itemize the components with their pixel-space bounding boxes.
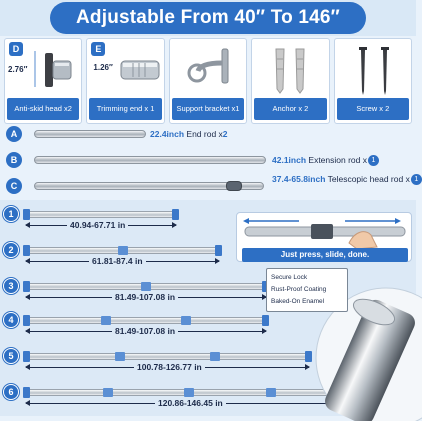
title-bar	[0, 0, 416, 36]
config-range: 61.81-87.4 in	[89, 256, 146, 266]
part-badge: D	[9, 42, 23, 56]
feature-item: Baked-On Enamel	[271, 298, 325, 305]
part-label: Screw x 2	[337, 98, 409, 120]
telescopic-lock	[226, 181, 242, 191]
rod-letter: B	[6, 152, 22, 168]
rod-length: 42.1inch	[272, 155, 307, 165]
rod-joint	[115, 352, 125, 361]
part-badge: E	[91, 42, 105, 56]
part-label: Trimming end x 1	[89, 98, 161, 120]
config-number: 1	[3, 206, 19, 222]
rod-joint	[266, 388, 276, 397]
part-card-support-bracket	[169, 38, 247, 124]
part-card-trimming-end	[86, 38, 164, 124]
extension-rod	[34, 156, 266, 164]
feature-item: Secure Lock	[271, 274, 308, 281]
rod-row-b	[0, 150, 416, 170]
rod-joint	[181, 316, 191, 325]
part-label: Support bracket x1	[172, 98, 244, 120]
parts-row	[4, 38, 412, 124]
part-dimension: 2.76″	[8, 65, 28, 74]
rod-letter: A	[6, 126, 22, 142]
rod-label	[272, 155, 379, 166]
screw-icon	[335, 41, 413, 99]
config-range: 100.78-126.77 in	[134, 362, 205, 372]
part-card-anti-skid-head	[4, 38, 82, 124]
part-dimension: 1.26″	[93, 63, 113, 72]
config-number: 2	[3, 242, 19, 258]
feature-item: Rust-Proof Coating	[271, 286, 327, 293]
features-box	[266, 268, 348, 312]
config-number: 6	[3, 384, 19, 400]
rod-count: 2	[222, 129, 228, 139]
config-number: 4	[3, 312, 19, 328]
press-caption: Just press, slide, done.	[242, 248, 408, 262]
rod-letter: C	[6, 178, 22, 194]
rod-joint	[184, 388, 194, 397]
rod-row-c	[0, 174, 419, 196]
config-range: 81.49-107.08 in	[112, 292, 178, 302]
rod-label	[150, 129, 228, 139]
rod-joint	[103, 388, 113, 397]
rod-count: 1	[411, 174, 422, 185]
rod-length: 37.4-65.8inch	[272, 174, 326, 184]
rod-joint	[210, 352, 220, 361]
rod-label	[272, 174, 422, 185]
anchor-icon	[252, 41, 330, 99]
config-rod	[26, 211, 176, 218]
rod-joint	[101, 316, 111, 325]
rod-length: 22.4inch	[150, 129, 185, 139]
part-card-anchor	[251, 38, 329, 124]
rod-joint	[118, 246, 128, 255]
rods-section	[0, 124, 419, 202]
rod-row-a	[0, 124, 416, 144]
config-range: 81.49-107.08 in	[112, 326, 178, 336]
part-card-screw	[334, 38, 412, 124]
support-bracket-icon	[170, 41, 248, 99]
page-title: Adjustable From 40″ To 146″	[50, 2, 366, 34]
config-range: 120.86-146.45 in	[155, 398, 226, 408]
config-number: 5	[3, 348, 19, 364]
config-range: 40.94-67.71 in	[67, 220, 128, 230]
rod-count: 1	[368, 155, 379, 166]
rod-joint	[141, 282, 151, 291]
config-rod	[26, 317, 266, 324]
end-rod	[34, 130, 146, 138]
config-rod	[26, 353, 309, 360]
rod-name: Telescopic head rod x	[327, 174, 410, 184]
rod-name: End rod x	[186, 129, 223, 139]
part-label: Anchor x 2	[254, 98, 326, 120]
rod-name: Extension rod x	[308, 155, 367, 165]
config-number: 3	[3, 278, 19, 294]
part-label: Anti-skid head x2	[7, 98, 79, 120]
